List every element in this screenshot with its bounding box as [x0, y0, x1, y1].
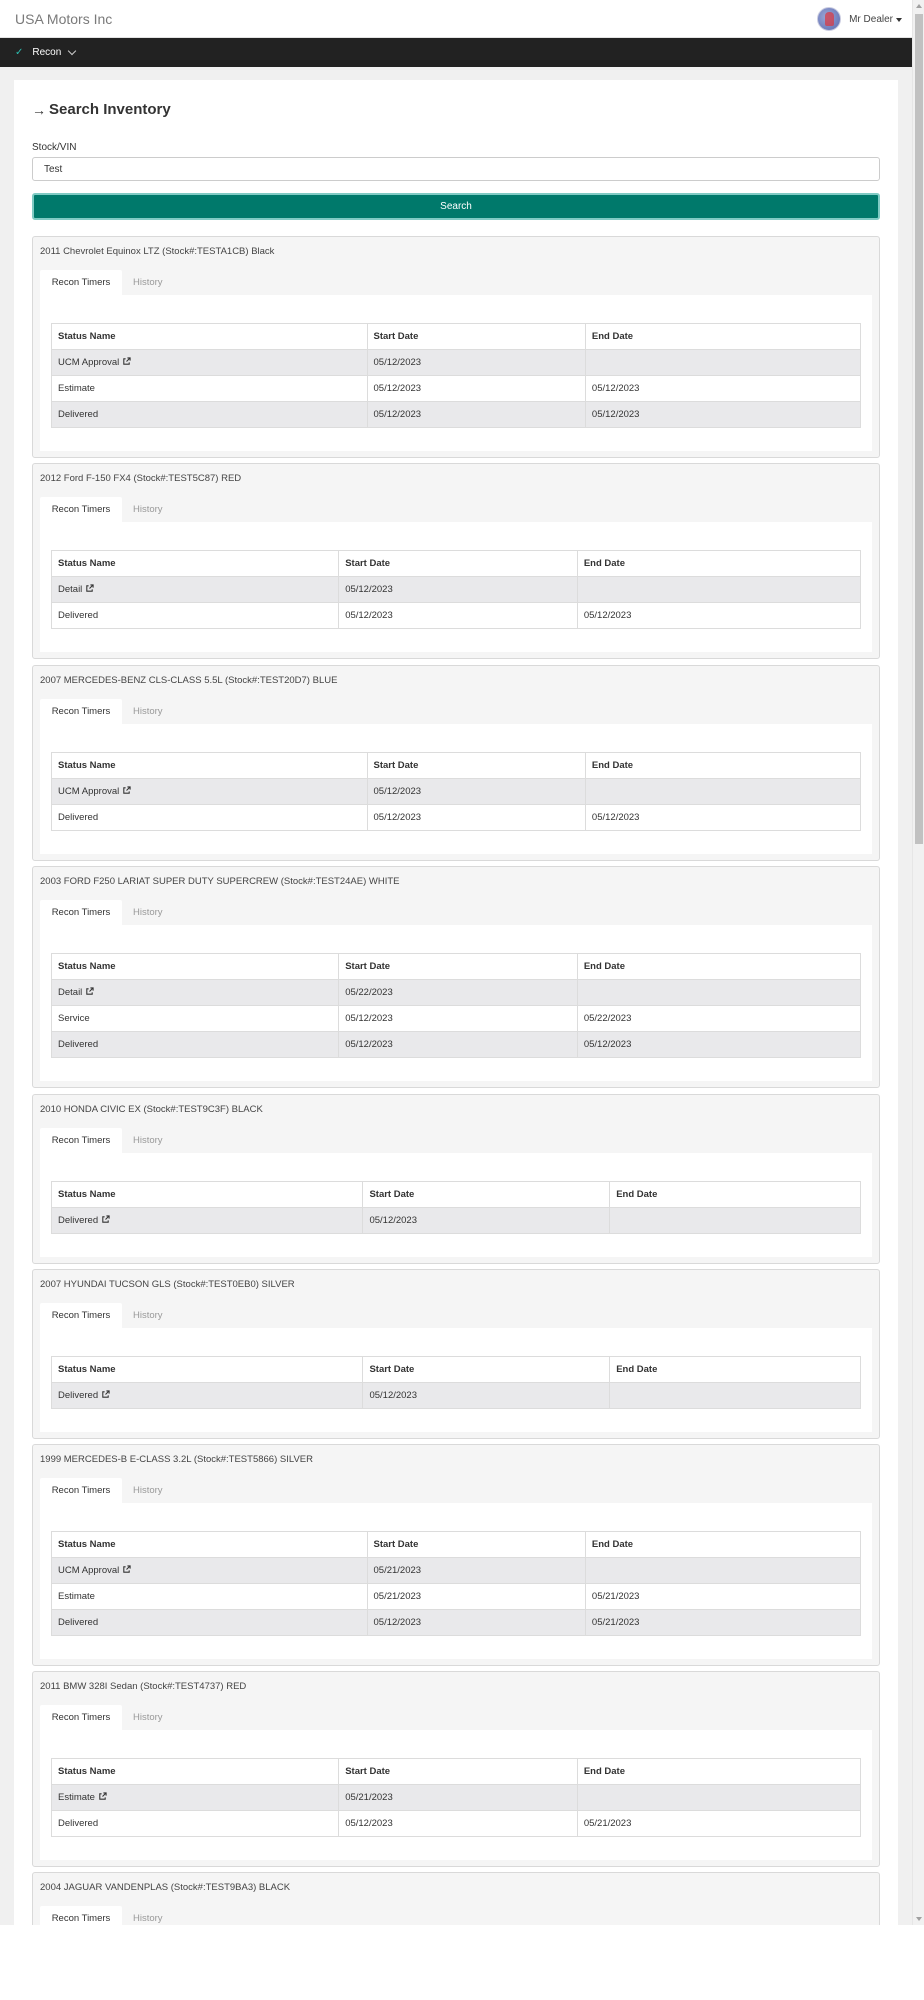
- recon-timers-table: [51, 323, 861, 428]
- tab-panel: [40, 1730, 872, 1860]
- table-row: [52, 603, 861, 629]
- table-row: [52, 1006, 861, 1032]
- column-end-date: End Date: [577, 1759, 860, 1785]
- vehicle-card: [32, 1444, 880, 1666]
- recon-timers-table: [51, 1356, 861, 1409]
- tab-recon-timers[interactable]: Recon Timers: [40, 1303, 122, 1328]
- vehicle-title: 2011 BMW 328I Sedan (Stock#:TEST4737) RED: [40, 1681, 247, 1692]
- tab-recon-timers[interactable]: Recon Timers: [40, 1478, 122, 1503]
- tab-history[interactable]: History: [133, 1310, 163, 1321]
- vehicle-card: [32, 1094, 880, 1264]
- start-date-cell: 05/12/2023: [367, 779, 585, 805]
- brand-name[interactable]: USA Motors Inc: [15, 11, 113, 27]
- end-date-cell: [577, 577, 860, 603]
- column-start-date: Start Date: [367, 753, 585, 779]
- column-end-date: End Date: [577, 551, 860, 577]
- tab-recon-timers[interactable]: Recon Timers: [40, 699, 122, 724]
- end-date-cell: [585, 1558, 860, 1584]
- tab-panel: [40, 522, 872, 652]
- chevron-down-icon: [68, 46, 76, 54]
- table-header-row: [52, 1759, 861, 1785]
- status-name: Estimate: [58, 383, 95, 394]
- status-name[interactable]: Estimate: [58, 1792, 95, 1803]
- end-date-cell: [577, 1785, 860, 1811]
- start-date-cell: 05/12/2023: [339, 1811, 578, 1837]
- status-cell: [52, 1584, 368, 1610]
- vehicle-title: 1999 MERCEDES-B E-CLASS 3.2L (Stock#:TEST5866) SILVER: [40, 1454, 313, 1465]
- external-link-icon[interactable]: [122, 786, 131, 795]
- tab-history[interactable]: History: [133, 1135, 163, 1146]
- page-scrollbar[interactable]: [912, 0, 924, 1925]
- page-title-text: Search Inventory: [49, 101, 171, 118]
- status-name: Delivered: [58, 1818, 99, 1829]
- column-status-name: Status Name: [52, 1182, 363, 1208]
- column-end-date: End Date: [610, 1357, 861, 1383]
- end-date-cell: [585, 779, 860, 805]
- tab-panel: [40, 925, 872, 1081]
- vehicle-card: [32, 1671, 880, 1867]
- column-end-date: End Date: [610, 1182, 861, 1208]
- status-cell: [52, 1006, 339, 1032]
- status-name[interactable]: UCM Approval: [58, 1565, 120, 1576]
- tab-recon-timers[interactable]: Recon Timers: [40, 1128, 122, 1153]
- table-row: [52, 1811, 861, 1837]
- status-cell[interactable]: [52, 1208, 363, 1234]
- table-row: [52, 1383, 861, 1409]
- external-link-icon[interactable]: [122, 1565, 131, 1574]
- table-row: [52, 376, 861, 402]
- tab-history[interactable]: History: [133, 907, 163, 918]
- column-status-name: Status Name: [52, 954, 339, 980]
- status-name[interactable]: Delivered: [58, 1215, 99, 1226]
- table-header-row: [52, 1182, 861, 1208]
- end-date-cell: 05/12/2023: [577, 1032, 860, 1058]
- status-name[interactable]: Delivered: [58, 1390, 99, 1401]
- vehicle-card: [32, 1872, 880, 1925]
- start-date-cell: 05/12/2023: [339, 577, 578, 603]
- status-cell[interactable]: [52, 1383, 363, 1409]
- vehicle-title: 2003 FORD F250 LARIAT SUPER DUTY SUPERCREW (Stock#:TEST24AE) WHITE: [40, 876, 400, 887]
- end-date-cell: 05/21/2023: [585, 1584, 860, 1610]
- start-date-cell: 05/12/2023: [339, 603, 578, 629]
- vehicle-title: 2007 HYUNDAI TUCSON GLS (Stock#:TEST0EB0) SILVER: [40, 1279, 295, 1290]
- table-row: [52, 1558, 861, 1584]
- end-date-cell: 05/12/2023: [585, 376, 860, 402]
- start-date-cell: 05/12/2023: [367, 350, 585, 376]
- status-name: Delivered: [58, 610, 99, 621]
- start-date-cell: 05/12/2023: [367, 805, 585, 831]
- column-status-name: Status Name: [52, 1759, 339, 1785]
- table-row: [52, 1785, 861, 1811]
- column-end-date: End Date: [585, 753, 860, 779]
- external-link-icon[interactable]: [85, 584, 94, 593]
- status-name: Service: [58, 1013, 90, 1024]
- vehicle-card: [32, 463, 880, 659]
- scrollbar-thumb[interactable]: [915, 14, 923, 844]
- end-date-cell: 05/12/2023: [577, 603, 860, 629]
- external-link-icon[interactable]: [122, 357, 131, 366]
- vehicle-title: 2011 Chevrolet Equinox LTZ (Stock#:TESTA1CB) Black: [40, 246, 275, 257]
- column-start-date: Start Date: [339, 551, 578, 577]
- user-menu[interactable]: [817, 6, 902, 32]
- end-date-cell: 05/21/2023: [585, 1610, 860, 1636]
- recon-timers-table: [51, 752, 861, 831]
- avatar-flag-icon: [825, 12, 834, 26]
- tab-panel: [40, 1503, 872, 1659]
- table-header-row: [52, 324, 861, 350]
- end-date-cell: 05/12/2023: [585, 402, 860, 428]
- vehicle-title: 2010 HONDA CIVIC EX (Stock#:TEST9C3F) BLACK: [40, 1104, 263, 1115]
- vehicle-title: 2004 JAGUAR VANDENPLAS (Stock#:TEST9BA3) BLACK: [40, 1882, 291, 1893]
- status-name: Delivered: [58, 409, 99, 420]
- tab-history[interactable]: History: [133, 504, 163, 515]
- column-start-date: Start Date: [363, 1182, 610, 1208]
- tab-history[interactable]: History: [133, 1913, 163, 1924]
- vehicle-card: [32, 236, 880, 458]
- external-link-icon[interactable]: [101, 1390, 110, 1399]
- tab-history[interactable]: History: [133, 706, 163, 717]
- tab-panel: [40, 1153, 872, 1257]
- external-link-icon[interactable]: [101, 1215, 110, 1224]
- recon-timers-table: [51, 1758, 861, 1837]
- tab-recon-timers[interactable]: Recon Timers: [40, 497, 122, 522]
- column-start-date: Start Date: [339, 1759, 578, 1785]
- status-cell: [52, 376, 368, 402]
- caret-down-icon[interactable]: [896, 18, 902, 22]
- stock-vin-input[interactable]: [32, 157, 880, 181]
- status-name[interactable]: Detail: [58, 584, 83, 595]
- tab-recon-timers[interactable]: Recon Timers: [40, 900, 122, 925]
- start-date-cell: 05/12/2023: [339, 1006, 578, 1032]
- table-row: [52, 577, 861, 603]
- end-date-cell: [610, 1208, 861, 1234]
- vehicle-title: 2012 Ford F-150 FX4 (Stock#:TEST5C87) RED: [40, 473, 242, 484]
- column-start-date: Start Date: [367, 1532, 585, 1558]
- status-name[interactable]: UCM Approval: [58, 357, 120, 368]
- column-status-name: Status Name: [52, 1532, 368, 1558]
- status-name: Delivered: [58, 1039, 99, 1050]
- status-cell[interactable]: [52, 980, 339, 1006]
- status-name[interactable]: UCM Approval: [58, 786, 120, 797]
- vehicle-title: 2007 MERCEDES-BENZ CLS-CLASS 5.5L (Stock#:TEST20D7) BLUE: [40, 675, 338, 686]
- table-row: [52, 980, 861, 1006]
- table-row: [52, 1610, 861, 1636]
- table-row: [52, 1032, 861, 1058]
- start-date-cell: 05/21/2023: [339, 1785, 578, 1811]
- start-date-cell: 05/21/2023: [367, 1584, 585, 1610]
- column-status-name: Status Name: [52, 1357, 363, 1383]
- table-header-row: [52, 954, 861, 980]
- recon-timers-table: [51, 550, 861, 629]
- tab-panel: [40, 1328, 872, 1432]
- status-name: Delivered: [58, 812, 99, 823]
- user-name[interactable]: Mr Dealer: [849, 13, 893, 25]
- search-panel: [14, 80, 898, 1925]
- table-row: [52, 402, 861, 428]
- table-row: [52, 1584, 861, 1610]
- end-date-cell: [610, 1383, 861, 1409]
- recon-timers-table: [51, 1181, 861, 1234]
- recon-timers-table: [51, 953, 861, 1058]
- external-link-icon[interactable]: [98, 1792, 107, 1801]
- status-cell[interactable]: [52, 779, 368, 805]
- start-date-cell: 05/12/2023: [367, 402, 585, 428]
- tab-recon-timers[interactable]: Recon Timers: [40, 1906, 122, 1925]
- column-status-name: Status Name: [52, 324, 368, 350]
- status-cell: [52, 1610, 368, 1636]
- table-header-row: [52, 753, 861, 779]
- avatar[interactable]: [817, 7, 841, 31]
- table-row: [52, 350, 861, 376]
- external-link-icon[interactable]: [85, 987, 94, 996]
- top-bar: [0, 0, 912, 38]
- tab-history[interactable]: History: [133, 1712, 163, 1723]
- start-date-cell: 05/22/2023: [339, 980, 578, 1006]
- status-cell: [52, 1811, 339, 1837]
- start-date-cell: 05/12/2023: [363, 1383, 610, 1409]
- search-button[interactable]: Search: [32, 193, 880, 220]
- tab-history[interactable]: History: [133, 277, 163, 288]
- arrow-right-icon: →: [32, 101, 46, 118]
- tab-history[interactable]: History: [133, 1485, 163, 1496]
- tab-recon-timers[interactable]: Recon Timers: [40, 270, 122, 295]
- vehicle-card: [32, 665, 880, 861]
- check-icon: ✓: [15, 47, 24, 58]
- status-cell: [52, 805, 368, 831]
- status-name: Delivered: [58, 1617, 99, 1628]
- end-date-cell: [585, 350, 860, 376]
- status-cell[interactable]: [52, 1558, 368, 1584]
- status-name: Estimate: [58, 1591, 95, 1602]
- status-cell: [52, 1032, 339, 1058]
- nav-bar: [0, 38, 912, 67]
- end-date-cell: 05/22/2023: [577, 1006, 860, 1032]
- end-date-cell: 05/12/2023: [585, 805, 860, 831]
- nav-item-recon[interactable]: [15, 38, 75, 67]
- scroll-up-icon[interactable]: [916, 4, 922, 8]
- column-start-date: Start Date: [367, 324, 585, 350]
- scroll-down-icon[interactable]: [916, 1917, 922, 1921]
- column-start-date: Start Date: [363, 1357, 610, 1383]
- column-start-date: Start Date: [339, 954, 578, 980]
- table-header-row: [52, 551, 861, 577]
- start-date-cell: 05/21/2023: [367, 1558, 585, 1584]
- stock-vin-label: Stock/VIN: [32, 142, 77, 153]
- column-end-date: End Date: [577, 954, 860, 980]
- table-header-row: [52, 1357, 861, 1383]
- bottom-blank: [0, 1925, 924, 2000]
- column-status-name: Status Name: [52, 753, 368, 779]
- start-date-cell: 05/12/2023: [339, 1032, 578, 1058]
- status-cell[interactable]: [52, 1785, 339, 1811]
- tab-panel: [40, 724, 872, 854]
- table-row: [52, 805, 861, 831]
- vehicle-card: [32, 1269, 880, 1439]
- status-cell: [52, 603, 339, 629]
- column-end-date: End Date: [585, 1532, 860, 1558]
- page-title: [32, 101, 171, 118]
- vehicle-card: [32, 866, 880, 1088]
- table-row: [52, 779, 861, 805]
- nav-recon-label: Recon: [32, 47, 62, 58]
- status-cell[interactable]: [52, 577, 339, 603]
- status-cell[interactable]: [52, 350, 368, 376]
- recon-timers-table: [51, 1531, 861, 1636]
- status-name[interactable]: Detail: [58, 987, 83, 998]
- column-end-date: End Date: [585, 324, 860, 350]
- start-date-cell: 05/12/2023: [367, 1610, 585, 1636]
- column-status-name: Status Name: [52, 551, 339, 577]
- end-date-cell: [577, 980, 860, 1006]
- tab-recon-timers[interactable]: Recon Timers: [40, 1705, 122, 1730]
- end-date-cell: 05/21/2023: [577, 1811, 860, 1837]
- table-header-row: [52, 1532, 861, 1558]
- start-date-cell: 05/12/2023: [367, 376, 585, 402]
- table-row: [52, 1208, 861, 1234]
- status-cell: [52, 402, 368, 428]
- start-date-cell: 05/12/2023: [363, 1208, 610, 1234]
- tab-panel: [40, 295, 872, 451]
